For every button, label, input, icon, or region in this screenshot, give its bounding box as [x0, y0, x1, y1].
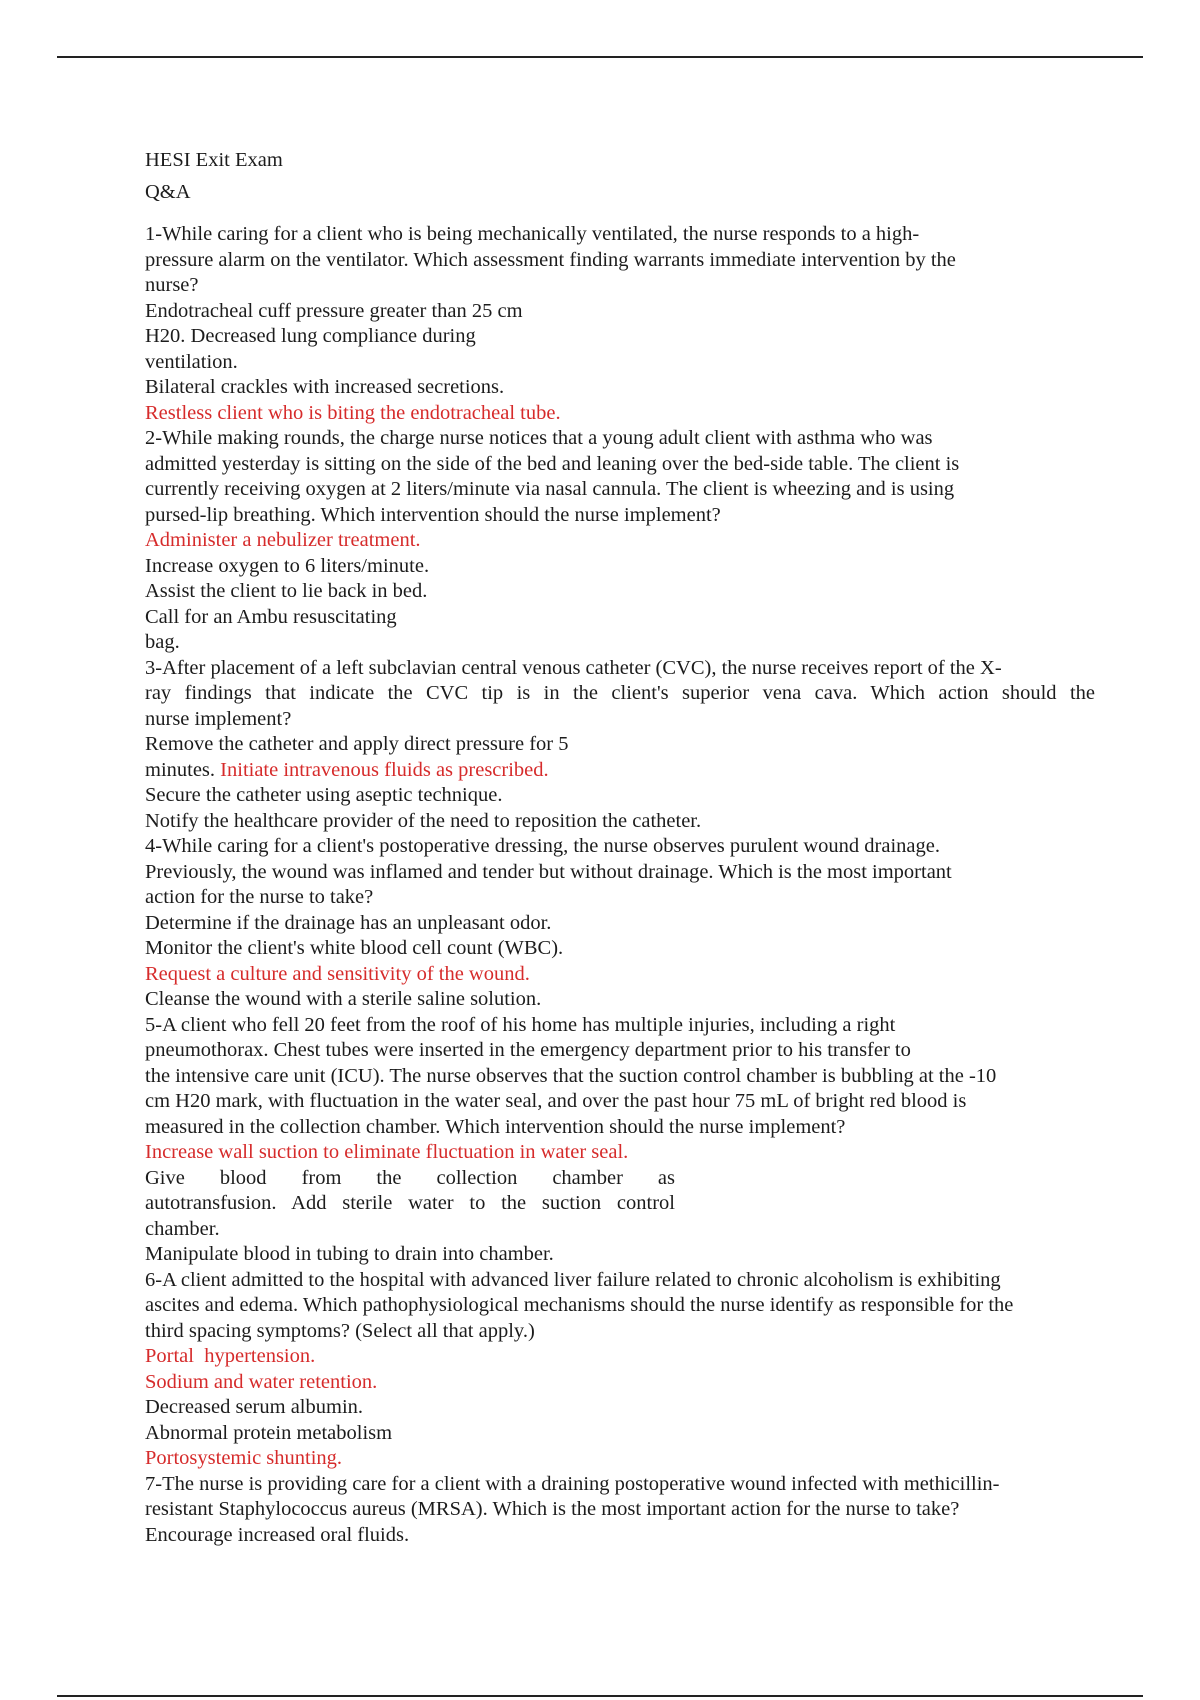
question-1-text: nurse? [145, 274, 199, 296]
question-5-text: measured in the collection chamber. Which intervention should the nurse implement? [145, 1115, 846, 1138]
answer-option: bag. [145, 631, 180, 653]
answer-option: Remove the catheter and apply direct pressure for 5 [145, 733, 569, 755]
correct-answer: Request a culture and sensitivity of the wound. [145, 962, 530, 985]
question-1-text: pressure alarm on the ventilator. Which assessment finding warrants immediate intervention by the [145, 248, 956, 271]
question-6-text: third spacing symptoms? (Select all that apply.) [145, 1319, 535, 1342]
answer-option: Abnormal protein metabolism [145, 1421, 393, 1444]
header-rule [57, 56, 1143, 58]
answer-option: Give blood from the collection chamber as [145, 1166, 675, 1189]
question-6-text: 6-A client admitted to the hospital with advanced liver failure related to chronic alcoholism is exhibiting [145, 1268, 1001, 1291]
correct-answer: Portal hypertension. [145, 1345, 316, 1367]
correct-answer: Initiate intravenous fluids as prescribed. [220, 758, 549, 781]
document-subtitle: Q&A [145, 181, 191, 203]
question-6-text: ascites and edema. Which pathophysiological mechanisms should the nurse identify as responsible for the [145, 1294, 1014, 1316]
answer-option: Decreased serum albumin. [145, 1396, 364, 1418]
answer-option: Monitor the client's white blood cell count (WBC). [145, 937, 564, 959]
document-body [145, 144, 1095, 1548]
correct-answer: Administer a nebulizer treatment. [145, 529, 421, 551]
document-title: HESI Exit Exam [145, 149, 283, 171]
question-4-text: action for the nurse to take? [145, 886, 374, 908]
question-5-text: pneumothorax. Chest tubes were inserted in the emergency department prior to his transfer to [145, 1039, 911, 1061]
answer-option: Bilateral crackles with increased secretions. [145, 376, 505, 398]
answer-option: chamber. [145, 1217, 220, 1240]
answer-option: ventilation. [145, 350, 238, 373]
question-4-text: Previously, the wound was inflamed and tender but without drainage. Which is the most important [145, 860, 952, 883]
answer-option: Call for an Ambu resuscitating [145, 605, 397, 628]
answer-option: H20. Decreased lung compliance during [145, 325, 476, 347]
correct-answer: Restless client who is biting the endotracheal tube. [145, 401, 561, 424]
correct-answer: Sodium and water retention. [145, 1370, 378, 1393]
correct-answer: Portosystemic shunting. [145, 1447, 343, 1469]
question-4-text: 4-While caring for a client's postoperative dressing, the nurse observes purulent wound drainage. [145, 835, 940, 857]
question-1-text: 1-While caring for a client who is being mechanically ventilated, the nurse responds to a high- [145, 223, 920, 245]
question-2-text: 2-While making rounds, the charge nurse notices that a young adult client with asthma who was [145, 427, 933, 449]
question-5-text: cm H20 mark, with fluctuation in the water seal, and over the past hour 75 mL of bright red blood is [145, 1090, 967, 1112]
question-7-text: resistant Staphylococcus aureus (MRSA). Which is the most important action for the nurse to take? [145, 1498, 960, 1520]
question-3-text: nurse implement? [145, 707, 292, 730]
question-2-text: currently receiving oxygen at 2 liters/minute via nasal cannula. The client is wheezing and is using [145, 478, 955, 500]
footer-rule [57, 1695, 1143, 1697]
question-2-text: pursed-lip breathing. Which intervention should the nurse implement? [145, 503, 721, 526]
question-5-text: 5-A client who fell 20 feet from the roof of his home has multiple injuries, including a right [145, 1013, 896, 1036]
answer-option: Endotracheal cuff pressure greater than 25 cm [145, 299, 523, 322]
question-2-text: admitted yesterday is sitting on the side of the bed and leaning over the bed-side table. The client is [145, 452, 960, 475]
question-3-text: 3-After placement of a left subclavian central venous catheter (CVC), the nurse receives report of the X- [145, 656, 1002, 679]
answer-option: Secure the catheter using aseptic technique. [145, 784, 503, 806]
answer-option: autotransfusion. Add sterile water to the suction control [145, 1192, 675, 1214]
answer-option: Assist the client to lie back in bed. [145, 580, 428, 602]
question-7-text: 7-The nurse is providing care for a client with a draining postoperative wound infected with methicillin- [145, 1472, 1000, 1495]
answer-line [145, 758, 1095, 784]
question-5-text: the intensive care unit (ICU). The nurse observes that the suction control chamber is bubbling at the -10 [145, 1064, 997, 1087]
answer-option: Determine if the drainage has an unpleasant odor. [145, 911, 552, 934]
answer-option: Encourage increased oral fluids. [145, 1523, 410, 1546]
correct-answer: Increase wall suction to eliminate fluctuation in water seal. [145, 1141, 629, 1163]
answer-option: minutes. [145, 758, 216, 781]
answer-option: Manipulate blood in tubing to drain into chamber. [145, 1243, 554, 1265]
answer-option: Cleanse the wound with a sterile saline solution. [145, 988, 542, 1010]
answer-option: Notify the healthcare provider of the need to reposition the catheter. [145, 809, 702, 832]
qa-content [145, 222, 1095, 1548]
answer-option: Increase oxygen to 6 liters/minute. [145, 554, 430, 577]
question-3-text: ray findings that indicate the CVC tip is in the client's superior vena cava. Which action should the [145, 682, 1095, 704]
